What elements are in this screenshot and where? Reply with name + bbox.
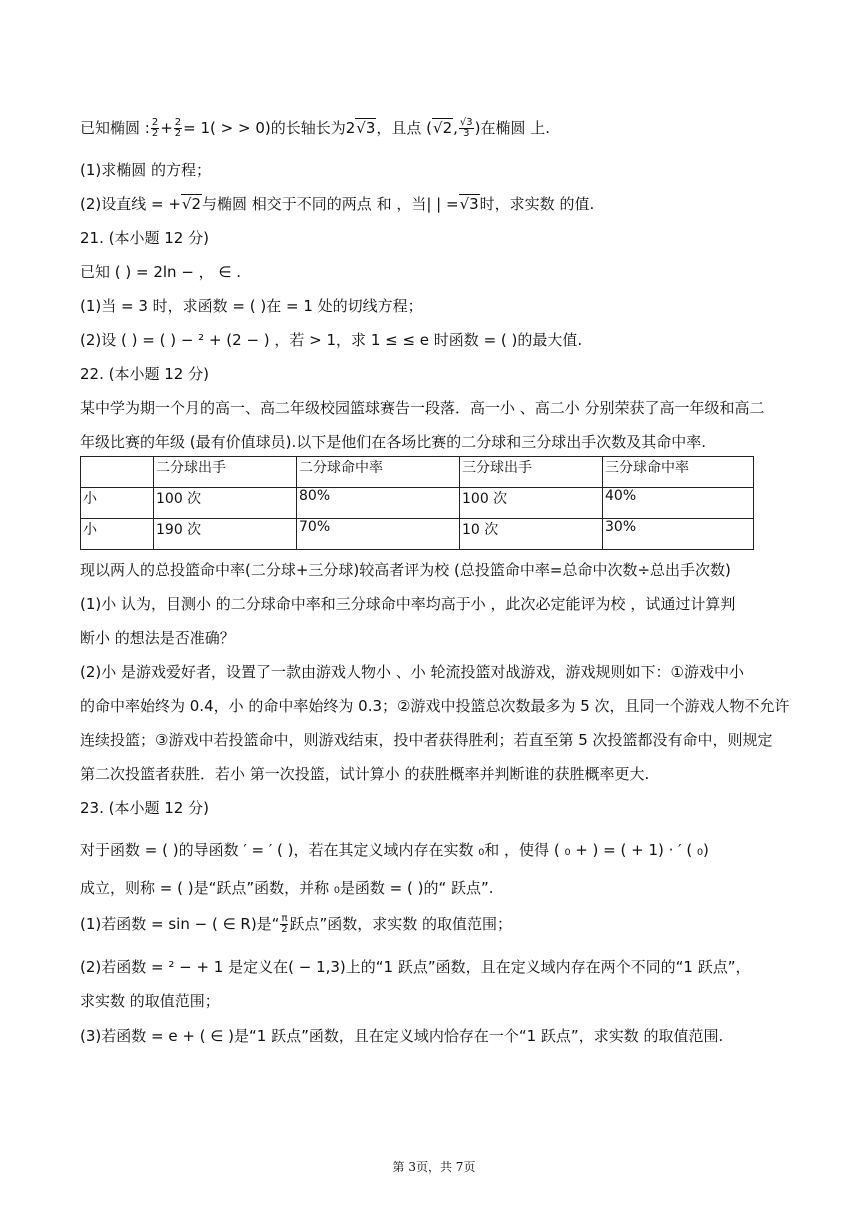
denominator: 3 <box>463 128 470 139</box>
q22-stem2: 年级比赛的年级 (最有价值球员).以下是他们在各场比赛的二分球和三分球出手次数及其命中率. <box>80 433 707 451</box>
fraction <box>459 118 474 139</box>
table-row <box>81 488 754 519</box>
q21-header: 21. (本小题 12 分) <box>80 229 209 247</box>
sqrt: √3 <box>356 119 376 137</box>
text: (1)若函数 = sin − ( ∈ R)是“ <box>80 915 280 933</box>
q21-part2: (2)设 ( ) = ( ) − ² + (2 − ) ，若 > 1，求 1 ≤ ≤ e 时函数 = ( )的最大值. <box>80 331 583 349</box>
denominator: 2 <box>151 128 159 139</box>
numerator: 2 <box>174 117 182 128</box>
table-cell: 100 次 <box>154 488 297 519</box>
shooting-stats-table <box>80 456 754 550</box>
table-cell: 小 <box>81 488 154 519</box>
q20-part2 <box>80 194 594 214</box>
q23-part2-b: 求实数 的取值范围； <box>80 992 220 1010</box>
sqrt: √2 <box>181 195 202 213</box>
table-header-cell: 三分球出手 <box>460 457 603 488</box>
q23-stem1: 对于函数 = ( )的导函数 ′ = ′ ( )，若在其定义域内存在实数 ₀和 ，使得 ( ₀ + ) = ( + 1) · ′ ( ₀) <box>80 841 709 859</box>
radicand: 3 <box>365 119 376 137</box>
table-cell: 190 次 <box>154 519 297 550</box>
table-header-cell: 二分球命中率 <box>297 457 460 488</box>
q23-part1 <box>80 914 512 935</box>
q22-part2-a: (2)小 是游戏爱好者，设置了一款由游戏人物小 、小 轮流投篮对战游戏，游戏规则如下：①游戏中小 <box>80 663 745 681</box>
table-header-cell: 三分球命中率 <box>603 457 754 488</box>
table-row <box>81 519 754 550</box>
table-cell: 100 次 <box>460 488 603 519</box>
text: = 1( > > 0)的长轴长为2 <box>183 119 356 137</box>
q23-part2-a: (2)若函数 = ² − + 1 是定义在( − 1,3)上的“1 跃点”函数，且在定义域内存在两个不同的“1 跃点”， <box>80 958 751 976</box>
text: 与椭圆 相交于不同的两点 和 ，当| | = <box>202 195 459 213</box>
q22-part1-b: 断小 的想法是否准确？ <box>80 629 235 647</box>
table-cell: 10 次 <box>460 519 603 550</box>
q22-header: 22. (本小题 12 分) <box>80 365 209 383</box>
table-cell: 80% <box>297 488 460 519</box>
q21-stem: 已知 ( ) = 2ln − ， ∈ . <box>80 263 242 281</box>
numerator: 2 <box>151 117 159 128</box>
table-header-cell <box>81 457 154 488</box>
sqrt: √2 <box>433 119 453 137</box>
radicand: 2 <box>442 119 453 137</box>
denominator: 2 <box>174 128 182 139</box>
page-footer: 第 3页，共 7页 <box>392 1160 476 1174</box>
table-cell: 70% <box>297 519 460 550</box>
fraction <box>280 914 288 935</box>
table-header-row <box>81 457 754 488</box>
table-cell: 40% <box>603 488 754 519</box>
numerator: π <box>281 913 288 924</box>
q21-part1: (1)当 = 3 时，求函数 = ( )在 = 1 处的切线方程； <box>80 297 423 315</box>
text: ，且点 ( <box>376 119 433 137</box>
radicand: 3 <box>469 195 479 213</box>
text: (2)设直线 = + <box>80 195 181 213</box>
q23-header: 23. (本小题 12 分) <box>80 799 209 817</box>
text: 已知椭圆 : <box>80 119 150 137</box>
sqrt: √3 <box>459 195 479 213</box>
fraction <box>174 118 182 139</box>
text: 跃点”函数，求实数 的取值范围； <box>289 915 513 933</box>
text: , <box>453 119 458 137</box>
q22-part1-a: (1)小 认为，目测小 的二分球命中率和三分球命中率均高于小 ，此次必定能评为校 ，试通过计算判 <box>80 595 736 613</box>
q20-line1 <box>80 118 550 139</box>
text: + <box>160 119 173 137</box>
text: )在椭圆 上. <box>474 119 551 137</box>
table-cell: 30% <box>603 519 754 550</box>
text: 时，求实数 的值. <box>479 195 595 213</box>
fraction <box>151 118 159 139</box>
q22-part2-d: 第二次投篮者获胜．若小 第一次投篮，试计算小 的获胜概率并判断谁的获胜概率更大. <box>80 765 650 783</box>
q23-stem2: 成立，则称 = ( )是“跃点”函数，并称 ₀是函数 = ( )的“ 跃点”. <box>80 879 494 897</box>
q22-part2-b: 的命中率始终为 0.4，小 的命中率始终为 0.3；②游戏中投篮总次数最多为 5 次，且同一个游戏人物不允许 <box>80 697 790 715</box>
numerator: √3 <box>459 117 473 128</box>
table-header-cell: 二分球出手 <box>154 457 297 488</box>
table-cell: 小 <box>81 519 154 550</box>
q22-stem1: 某中学为期一个月的高一、高二年级校园篮球赛告一段落．高一小 、高二小 分别荣获了高一年级和高二 <box>80 399 765 417</box>
q22-line-after: 现以两人的总投篮命中率(二分球+三分球)较高者评为校 (总投篮命中率=总命中次数÷总出手次数) <box>80 561 731 579</box>
q20-part1: (1)求椭圆 的方程； <box>80 161 212 179</box>
q22-part2-c: 连续投篮；③游戏中若投篮命中，则游戏结束，投中者获得胜利；若直至第 5 次投篮都没有命中，则规定 <box>80 731 773 749</box>
denominator: 2 <box>281 924 288 935</box>
q23-part3: (3)若函数 = e + ( ∈ )是“1 跃点”函数，且在定义域内恰存在一个“1 跃点”，求实数 的取值范围. <box>80 1027 724 1045</box>
radicand: 2 <box>191 195 202 213</box>
